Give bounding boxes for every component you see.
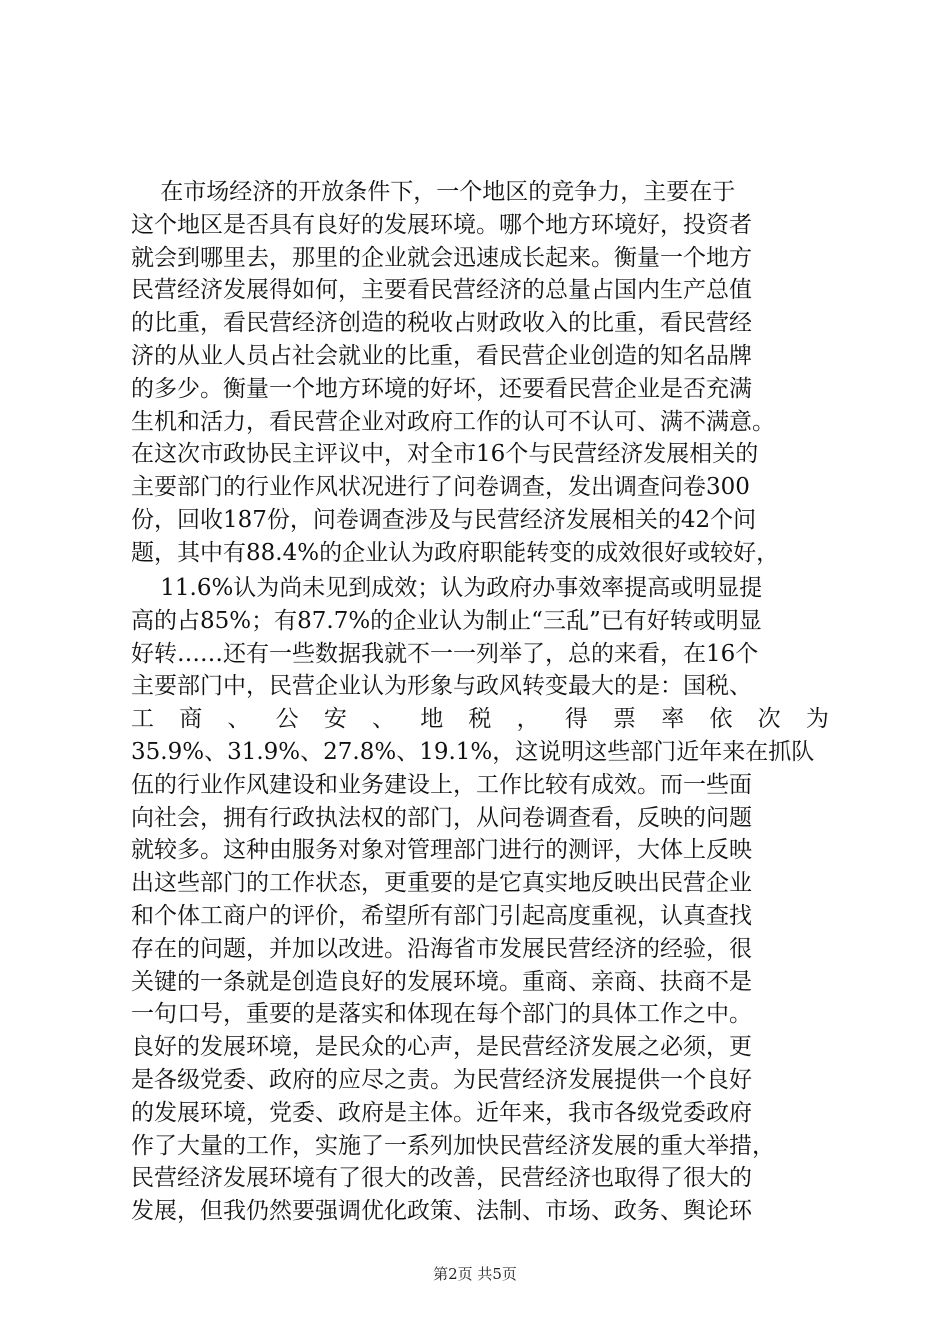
justified-text-line bbox=[131, 703, 829, 736]
char: 为 bbox=[805, 706, 829, 733]
char: 得 bbox=[564, 706, 588, 733]
text-line: 作了大量的工作，实施了一系列加快民营经济发展的重大举措， bbox=[131, 1132, 775, 1159]
text-line: 的比重，看民营经济创造的税收占财政收入的比重，看民营经 bbox=[131, 310, 752, 337]
char: 公 bbox=[275, 706, 299, 733]
text-line: 在这次市政协民主评议中，对全市16个与民营经济发展相关的 bbox=[131, 441, 759, 468]
text-line: 就会到哪里去，那里的企业就会迅速成长起来。衡量一个地方 bbox=[131, 244, 752, 271]
char: 商 bbox=[179, 706, 203, 733]
char: ， bbox=[516, 706, 540, 733]
text-line: 高的占85%；有87.7%的企业认为制止“三乱”已有好转或明显 bbox=[131, 607, 762, 634]
char: 税 bbox=[468, 706, 492, 733]
text-line: 民营经济发展环境有了很大的改善，民营经济也取得了很大的 bbox=[131, 1165, 752, 1192]
text-line: 题，其中有88.4%的企业认为政府职能转变的成效很好或较好， bbox=[131, 539, 780, 566]
text-line: 份，回收187份，问卷调查涉及与民营经济发展相关的42个问 bbox=[131, 506, 757, 533]
text-line: 出这些部门的工作状态，更重要的是它真实地反映出民营企业 bbox=[131, 870, 752, 897]
text-line: 就较多。这种由服务对象对管理部门进行的测评，大体上反映 bbox=[131, 837, 752, 864]
text-line: 向社会，拥有行政执法权的部门，从问卷调查看，反映的问题 bbox=[131, 804, 752, 831]
text-line: 一句口号，重要的是落实和体现在每个部门的具体工作之中。 bbox=[131, 1001, 752, 1028]
text-line: 是各级党委、政府的应尽之责。为民营经济发展提供一个良好 bbox=[131, 1066, 752, 1093]
page-footer: 第2页 共5页 bbox=[433, 1265, 517, 1283]
text-line: 民营经济发展得如何，主要看民营经济的总量占国内生产总值 bbox=[131, 277, 752, 304]
text-line: 和个体工商户的评价，希望所有部门引起高度重视，认真查找 bbox=[131, 902, 752, 929]
text-line: 在市场经济的开放条件下，一个地区的竞争力，主要在于 bbox=[131, 179, 736, 205]
text-line: 11.6%认为尚未见到成效；认为政府办事效率提高或明显提 bbox=[131, 575, 763, 601]
char: 安 bbox=[323, 706, 347, 733]
char: 、 bbox=[227, 706, 251, 733]
char: 工 bbox=[131, 706, 154, 733]
text-line: 主要部门中，民营企业认为形象与政风转变最大的是：国税、 bbox=[131, 673, 752, 700]
paragraph-2 bbox=[131, 572, 831, 1228]
text-line: 发展，但我仍然要强调优化政策、法制、市场、政务、舆论环 bbox=[131, 1198, 752, 1225]
text-line: 的发展环境，党委、政府是主体。近年来，我市各级党委政府 bbox=[131, 1099, 752, 1126]
paragraph-1 bbox=[131, 176, 831, 570]
text-line: 伍的行业作风建设和业务建设上，工作比较有成效。而一些面 bbox=[131, 771, 752, 798]
text-line: 存在的问题，并加以改进。沿海省市发展民营经济的经验，很 bbox=[131, 935, 752, 962]
text-line: 的多少。衡量一个地方环境的好坏，还要看民营企业是否充满 bbox=[131, 375, 752, 402]
text-line: 良好的发展环境，是民众的心声，是民营经济发展之必须，更 bbox=[131, 1034, 752, 1061]
text-line: 关键的一条就是创造良好的发展环境。重商、亲商、扶商不是 bbox=[131, 968, 752, 995]
text-line: 生机和活力，看民营企业对政府工作的认可不认可、满不满意。 bbox=[131, 408, 775, 435]
char: 率 bbox=[661, 706, 685, 733]
char: 、 bbox=[372, 706, 396, 733]
text-line: 主要部门的行业作风状况进行了问卷调查，发出调查问卷300 bbox=[131, 474, 750, 501]
text-line: 济的从业人员占社会就业的比重，看民营企业创造的知名品牌 bbox=[131, 342, 752, 369]
text-line: 这个地区是否具有良好的发展环境。哪个地方环境好，投资者 bbox=[131, 211, 752, 238]
text-line: 好转……还有一些数据我就不一一列举了，总的来看，在16个 bbox=[131, 640, 759, 667]
char: 次 bbox=[757, 706, 781, 733]
char: 地 bbox=[420, 706, 444, 733]
char: 票 bbox=[613, 706, 637, 733]
text-line: 35.9%、31.9%、27.8%、19.1%，这说明这些部门近年来在抓队 bbox=[131, 738, 815, 765]
char: 依 bbox=[709, 706, 733, 733]
